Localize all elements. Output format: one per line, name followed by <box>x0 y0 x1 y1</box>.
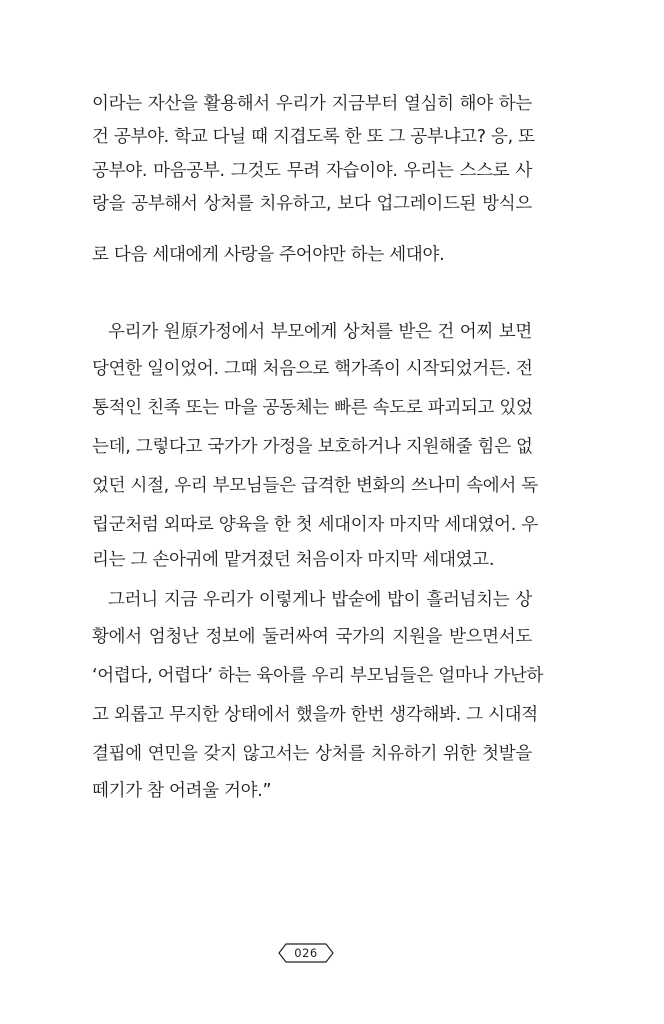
paragraph-2-line-5: 었던 시절, 우리 부모님들은 급격한 변화의 쓰나미 속에서 독 <box>92 476 538 496</box>
paragraph-2-line-1: 우리가 원原가정에서 부모에게 상처를 받은 건 어찌 보면 <box>108 322 532 342</box>
paragraph-2-line-2: 당연한 일이었어. 그때 처음으로 핵가족이 시작되었거든. 전 <box>92 359 533 379</box>
paragraph-1-line-2: 건 공부야. 학교 다닐 때 지겹도록 한 또 그 공부냐고? 응, 또 <box>92 127 535 147</box>
page-number-text: 026 <box>294 946 318 960</box>
paragraph-2-line-6: 립군처럼 외따로 양육을 한 첫 세대이자 마지막 세대였어. 우 <box>92 515 538 535</box>
paragraph-3-line-1: 그러니 지금 우리가 이렇게나 밥숟에 밥이 흘러넘치는 상 <box>108 590 532 610</box>
paragraph-1-line-4: 랑을 공부해서 상처를 치유하고, 보다 업그레이드된 방식으 <box>92 194 532 214</box>
paragraph-1-line-3: 공부야. 마음공부. 그것도 무려 자습이야. 우리는 스스로 사 <box>92 161 532 181</box>
paragraph-2-line-3: 통적인 친족 또는 마을 공동체는 빠른 속도로 파괴되고 있었 <box>92 398 533 418</box>
page-number <box>278 943 334 963</box>
paragraph-3-line-4: 고 외롭고 무지한 상태에서 했을까 한번 생각해봐. 그 시대적 <box>92 705 538 725</box>
paragraph-1-line-1: 이라는 자산을 활용해서 우리가 지금부터 열심히 해야 하는 <box>92 94 532 114</box>
paragraph-3-line-5: 결핍에 연민을 갖지 않고서는 상처를 치유하기 위한 첫발을 <box>92 744 532 764</box>
paragraph-1-line-5: 로 다음 세대에게 사랑을 주어야만 하는 세대야. <box>92 245 445 265</box>
paragraph-3-line-6: 떼기가 참 어려울 거야.” <box>92 781 272 801</box>
paragraph-3-line-3: ‘어렵다, 어렵다’ 하는 육아를 우리 부모님들은 얼마나 가난하 <box>92 666 544 686</box>
paragraph-3-line-2: 황에서 엄청난 정보에 둘러싸여 국가의 지원을 받으면서도 <box>92 627 532 647</box>
paragraph-2-line-4: 는데, 그렇다고 국가가 가정을 보호하거나 지원해줄 힘은 없 <box>92 437 533 457</box>
paragraph-2-line-7: 리는 그 손아귀에 맡겨졌던 처음이자 마지막 세대였고. <box>92 550 495 570</box>
